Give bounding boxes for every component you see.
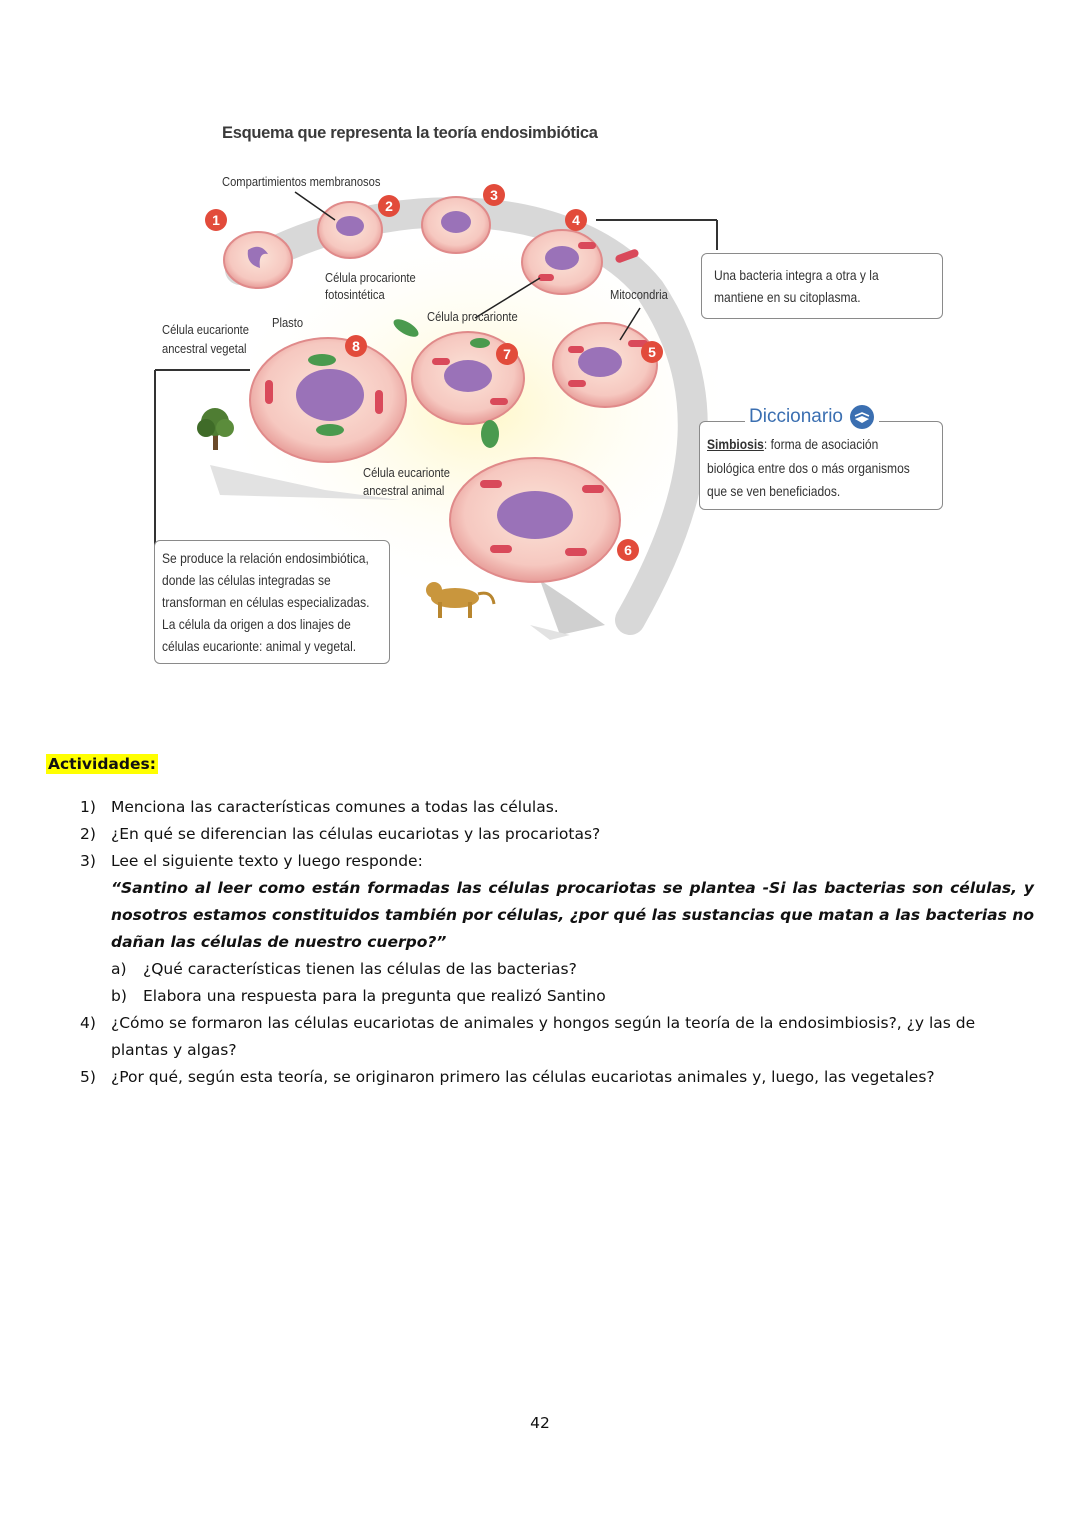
activity-4-number: 4) (80, 1014, 96, 1032)
cell-3 (422, 197, 490, 253)
activity-5-number: 5) (80, 1068, 96, 1086)
label-procarionte-foto-2: fotosintética (325, 287, 385, 302)
label-eucarionte-animal-1: Célula eucarionte (363, 465, 451, 480)
activity-3b-number: b) (111, 987, 127, 1005)
cell-2 (318, 202, 382, 258)
dictionary-line-2: biológica entre dos o más organismos (707, 460, 910, 476)
label-procarionte-foto-1: Célula procarionte (325, 270, 416, 285)
badge-7 (496, 343, 518, 365)
dictionary-def-1: : forma de asociación (763, 436, 879, 452)
activities-heading: Actividades: (48, 755, 156, 773)
badge-3 (483, 184, 505, 206)
cell-1 (224, 232, 292, 288)
cell-5 (553, 323, 657, 407)
badge-8-text: 8 (352, 338, 360, 354)
relation-line-2: donde las células integradas se (162, 572, 331, 588)
badge-3-text: 3 (490, 187, 498, 203)
badge-1-text: 1 (212, 212, 220, 228)
badge-7-text: 7 (503, 346, 511, 362)
cell-8 (250, 338, 406, 462)
arrow-head-animal (540, 580, 605, 635)
dictionary-line-3: que se ven beneficiados. (707, 483, 841, 499)
badge-1 (205, 209, 227, 231)
label-eucarionte-animal-2: ancestral animal (363, 483, 445, 498)
activity-3a (111, 956, 1034, 983)
activity-3-text: Lee el siguiente texto y luego responde: (111, 852, 423, 870)
santino-quote: “Santino al leer como están formadas las células procariotas se plantea -Si las bacterias son células, y nosotros estamos constituidos también por células, ¿por qué las sustancias que matan a las bacterias no dañan las células de nuestro cuerpo?” (111, 879, 1034, 951)
page-number: 42 (530, 1414, 550, 1432)
activity-1 (74, 794, 1034, 821)
badge-6-text: 6 (624, 542, 632, 558)
badge-2-text: 2 (385, 198, 393, 214)
book-icon (849, 404, 875, 430)
activity-2-number: 2) (80, 825, 96, 843)
activity-4 (74, 1010, 1034, 1064)
activity-3a-text: ¿Qué características tienen las células de las bacterias? (143, 960, 577, 978)
activity-1-number: 1) (80, 798, 96, 816)
relation-line-5: células eucarionte: animal y vegetal. (162, 638, 357, 654)
activity-3-number: 3) (80, 852, 96, 870)
activity-2 (74, 821, 1034, 848)
dictionary-header (745, 404, 879, 430)
diagram-title: Esquema que representa la teoría endosimbiótica (222, 124, 598, 142)
activity-3 (74, 848, 1034, 1010)
bacteria-note-line-2: mantiene en su citoplasma. (714, 289, 861, 305)
activity-1-text: Menciona las características comunes a todas las células. (111, 798, 559, 816)
leader-compartimientos (295, 192, 335, 220)
badge-4 (565, 209, 587, 231)
activity-3a-number: a) (111, 960, 127, 978)
activity-3b-text: Elabora una respuesta para la pregunta que realizó Santino (143, 987, 606, 1005)
badge-4-text: 4 (572, 212, 580, 228)
label-eucarionte-vegetal-1: Célula eucarionte (162, 322, 250, 337)
bacteria-note-box (701, 253, 943, 319)
activity-3b (111, 983, 1034, 1010)
badge-5-text: 5 (648, 344, 656, 360)
label-procarionte: Célula procarionte (427, 309, 518, 324)
relation-note-box (154, 540, 390, 664)
badge-2 (378, 195, 400, 217)
cell-6 (450, 458, 620, 582)
relation-line-3: transforman en células especializadas. (162, 594, 370, 610)
activity-4-text: ¿Cómo se formaron las células eucariotas de animales y hongos según la teoría de la endosimbiosis?, ¿y las de plantas y algas? (111, 1014, 976, 1059)
badge-5 (641, 341, 663, 363)
relation-line-1: Se produce la relación endosimbiótica, (162, 550, 369, 566)
activity-5-text: ¿Por qué, según esta teoría, se originaron primero las células eucariotas animales y, luego, las vegetales? (111, 1068, 935, 1086)
dictionary-box (699, 421, 943, 510)
label-compartimientos: Compartimientos membranosos (222, 174, 381, 189)
dictionary-title: Diccionario (749, 406, 843, 427)
activity-2-text: ¿En qué se diferencian las células eucariotas y las procariotas? (111, 825, 601, 843)
label-mitocondria: Mitocondria (610, 287, 668, 302)
dictionary-line-1 (707, 434, 878, 455)
label-plasto: Plasto (272, 315, 304, 330)
dictionary-term: Simbiosis (707, 436, 764, 452)
badge-6 (617, 539, 639, 561)
badge-8 (345, 335, 367, 357)
activity-5 (74, 1064, 1034, 1091)
label-eucarionte-vegetal-2: ancestral vegetal (162, 341, 247, 356)
relation-line-4: La célula da origen a dos linajes de (162, 616, 351, 632)
activities-list (74, 794, 1034, 1091)
bacteria-note-line-1: Una bacteria integra a otra y la (714, 267, 879, 283)
